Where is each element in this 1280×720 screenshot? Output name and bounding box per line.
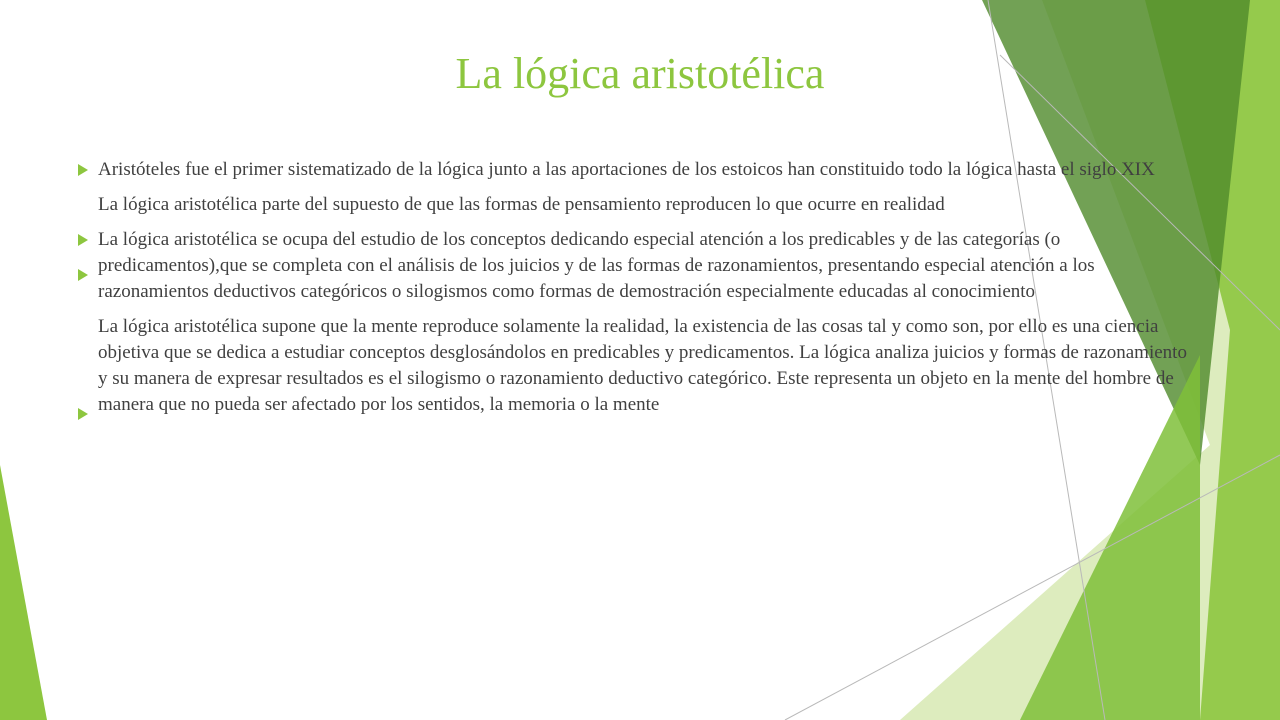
body-paragraph: La lógica aristotélica parte del supuesto de que las formas de pensamiento reproducen lo que ocurre en realidad (98, 194, 945, 215)
bullet-arrow-icon (78, 234, 88, 246)
bullet-arrow-icon (78, 408, 88, 420)
slide-body (98, 157, 1188, 427)
bullet-arrow-icon (78, 269, 88, 281)
body-paragraph: La lógica aristotélica se ocupa del estudio de los conceptos dedicando especial atención a los predicables y de las categorías (o predicamentos),que se completa con el análisis de los juicios y de las formas de razonamientos, presentando especial atención a los razonamientos deductivos categóricos o silogismos como formas de demostración especialmente educadas al conocimiento (98, 229, 1095, 302)
slide-title: La lógica aristotélica (455, 49, 825, 98)
body-paragraph: La lógica aristotélica supone que la mente reproduce solamente la realidad, la existencia de las cosas tal y como son, por ello es una ciencia objetiva que se dedica a estudiar conceptos desglosándolos en predicables y predicamentos. La lógica analiza juicios y formas de razonamiento y su manera de expresar resultados es el silogismo o razonamiento deductivo categórico. Este representa un objeto en la mente del hombre de manera que no pueda ser afectado por los sentidos, la memoria o la mente (98, 316, 1187, 415)
left-green-wedge (0, 465, 47, 720)
body-paragraph: Aristóteles fue el primer sistematizado de la lógica junto a las aportaciones de los estoicos han constituido todo la lógica hasta el siglo XIX (98, 159, 1155, 180)
bullet-arrow-icon (78, 164, 88, 176)
